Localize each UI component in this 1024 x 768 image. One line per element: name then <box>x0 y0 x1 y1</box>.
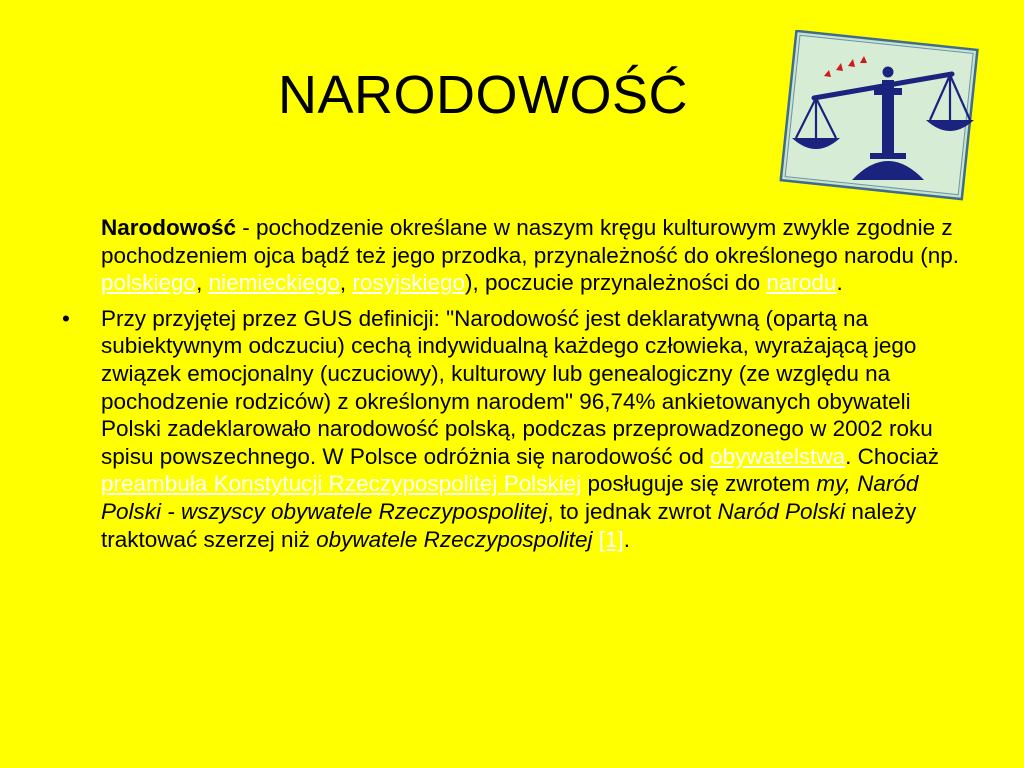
text-segment: ), poczucie przynależności do <box>464 270 767 296</box>
link-obywatelstwa[interactable]: obywatelstwa <box>710 443 846 469</box>
text-segment: , to jednak zwrot <box>547 498 718 524</box>
link-polskiego[interactable]: polskiego <box>101 270 197 296</box>
text-segment: Przy przyjętej przez GUS definicji: "Narodowość jest deklaratywną (opartą na subiektywnym odczuciu) cechą indywidualną każdego człowieka, wyrażającą jego związek emocjonalny (uczuciowy), kulturowy lub genealogiczny (ze względu na pochodzenie rodziców) z określonym narodem" 96,74% ankietowanych obywateli Polski zadeklarowało narodowość polską, podczas przeprowadzonego w 2002 roku spisu powszechnego. W Polsce odróżnia się narodowość od <box>101 305 933 469</box>
link-niemieckiego[interactable]: niemieckiego <box>208 270 340 296</box>
bullet-gus-definition <box>62 305 972 553</box>
scales-of-justice-icon <box>774 30 984 202</box>
text-segment: , <box>339 270 353 296</box>
link-narodu[interactable]: narodu <box>766 270 837 296</box>
paragraph-definition <box>62 214 972 297</box>
text-segment: należy traktować szerzej niż <box>101 498 917 552</box>
link-preambula-konstytucji[interactable]: preambuła Konstytucji Rzeczypospolitej Polskiej <box>101 471 582 497</box>
link-reference-1[interactable]: [1] <box>598 526 624 552</box>
slide-title: NARODOWOŚĆ <box>278 65 688 125</box>
italic-quote: Naród Polski <box>717 498 846 524</box>
text-segment: . <box>623 526 631 552</box>
slide-body <box>62 214 972 553</box>
text-segment: , <box>196 270 209 296</box>
italic-quote: my, Naród Polski - wszyscy obywatele Rzeczypospolitej <box>101 471 919 524</box>
text-segment: posługuje się zwrotem <box>581 471 817 497</box>
italic-quote: obywatele Rzeczypospolitej <box>316 526 593 552</box>
text-segment: . Chociaż <box>845 443 939 469</box>
bullet-icon: • <box>62 305 70 331</box>
text-segment: - pochodzenie określane w naszym kręgu kulturowym zwykle zgodnie z pochodzeniem ojca bądź też jego przodka, przynależność do określonego narodu (np. <box>101 215 960 268</box>
link-rosyjskiego[interactable]: rosyjskiego <box>352 270 465 296</box>
term-label: Narodowość <box>101 215 237 240</box>
text-segment: . <box>836 270 843 296</box>
